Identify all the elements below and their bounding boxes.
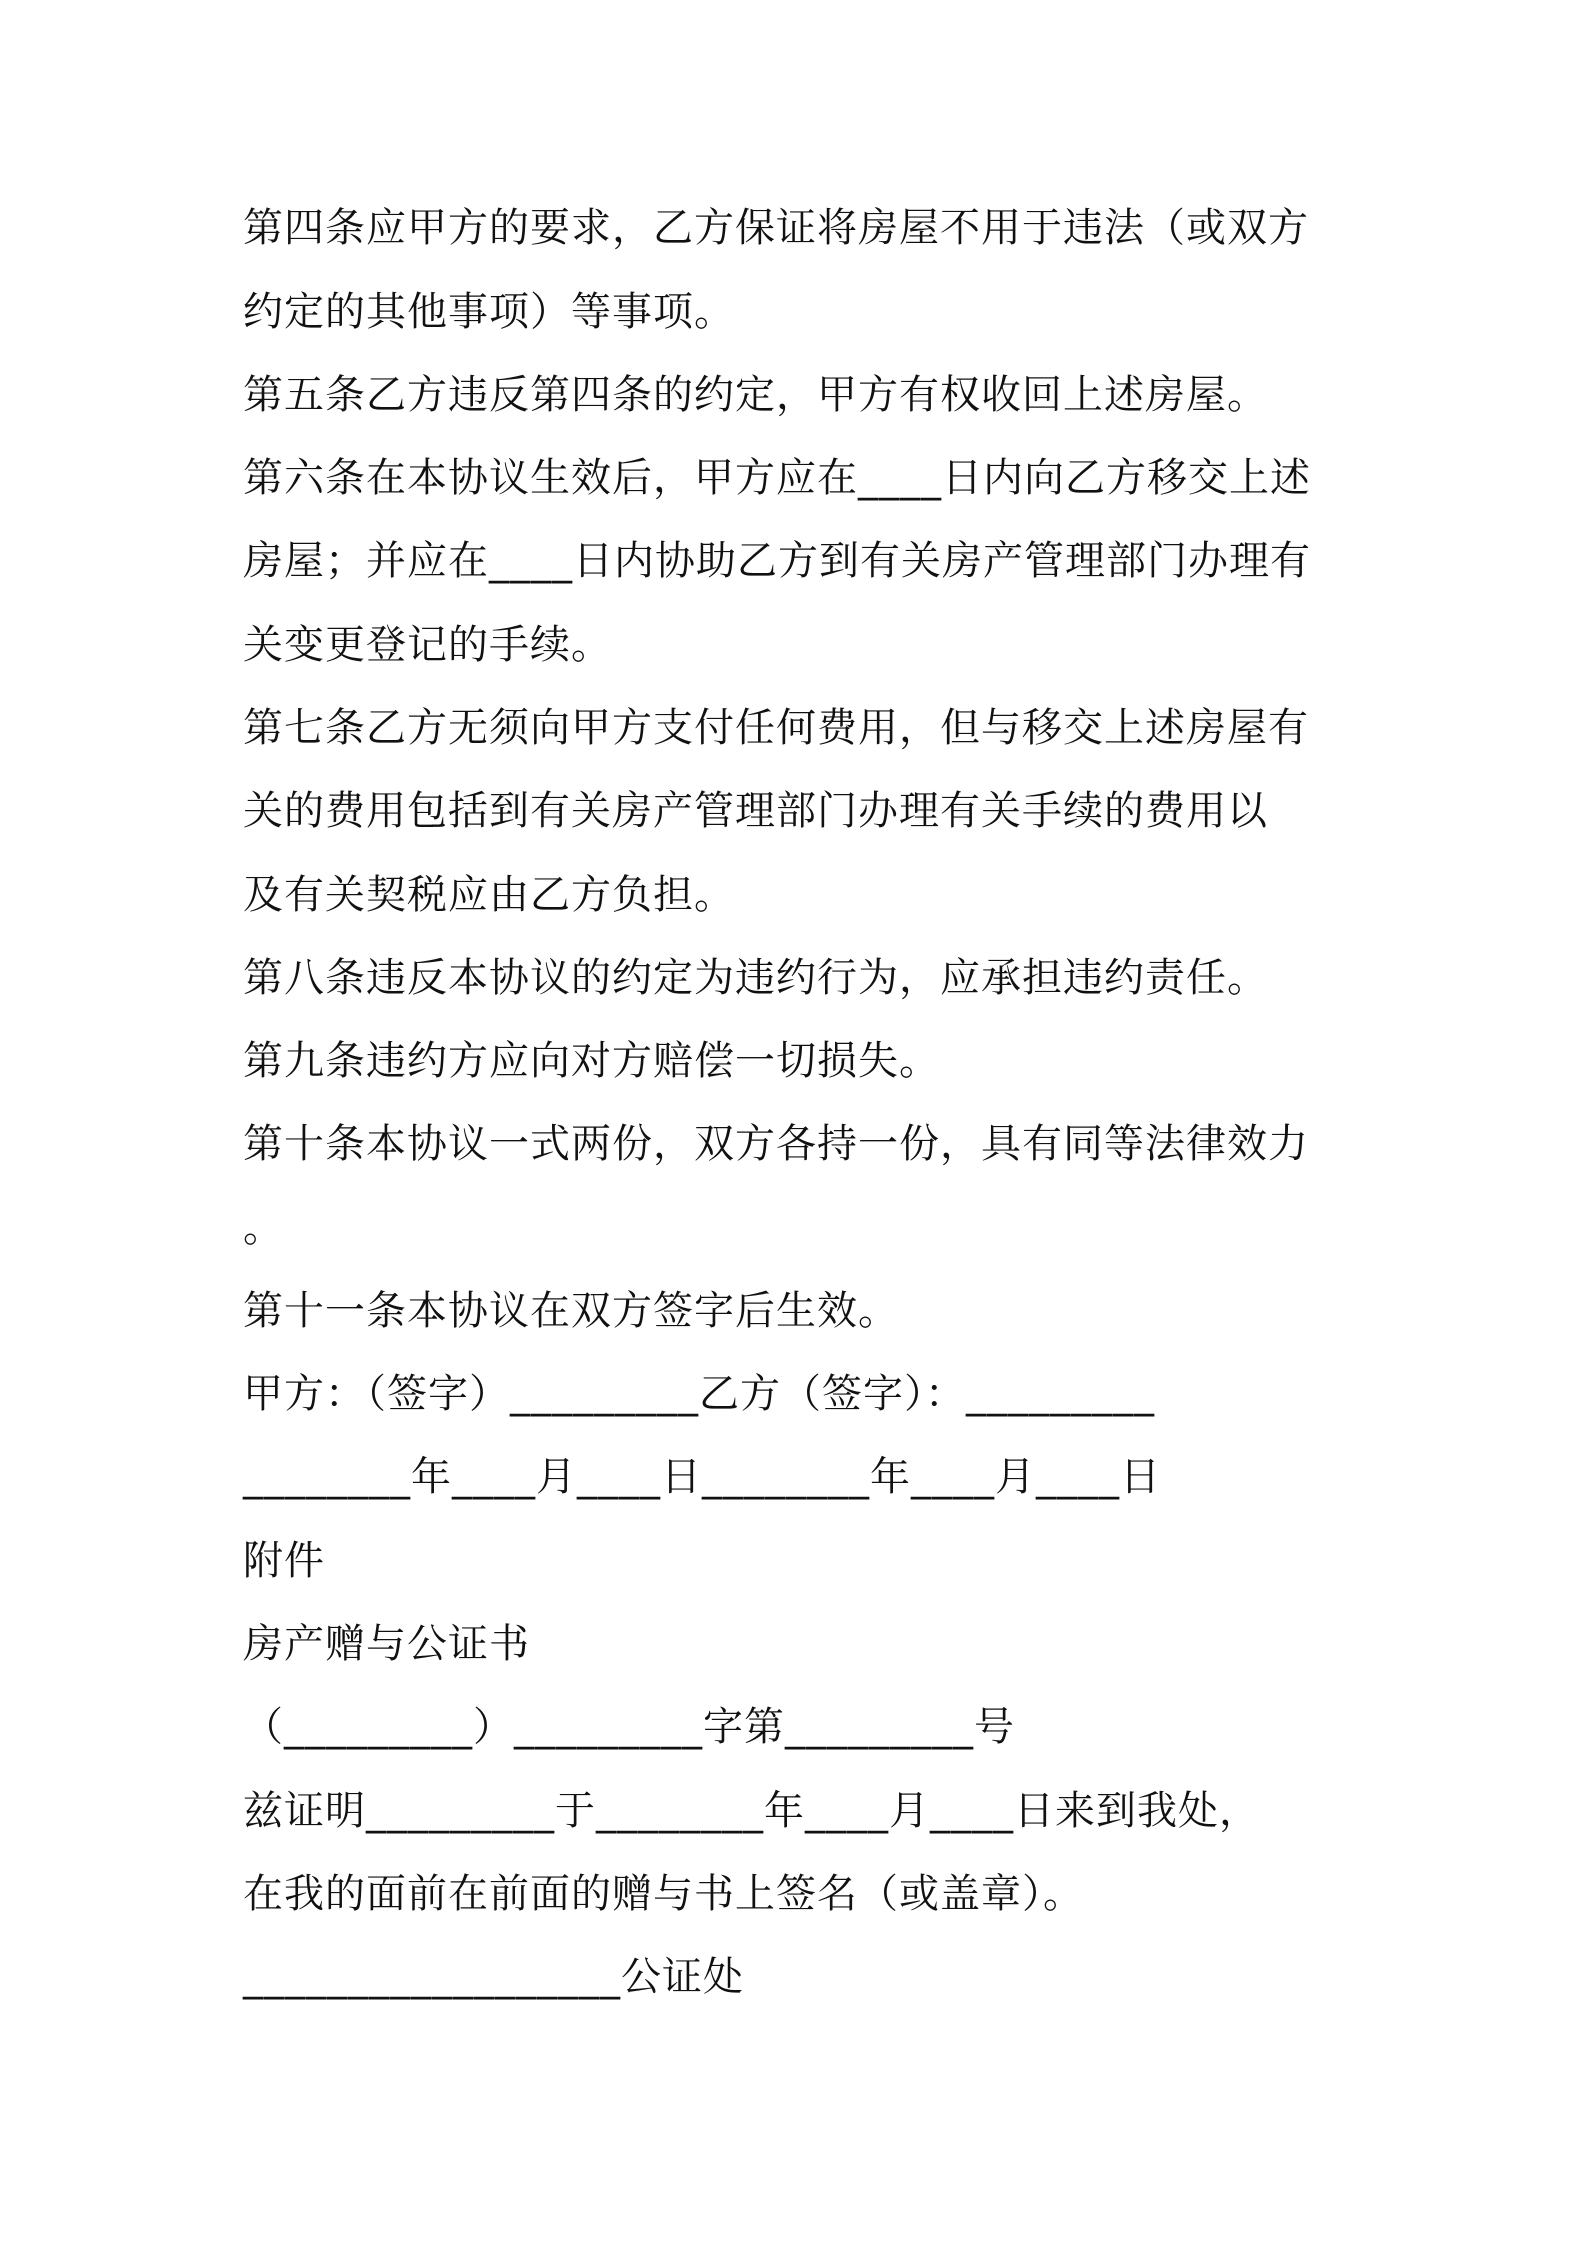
attachment-label: 附件 [243,1538,325,1584]
article-7-line-2: 关的费用包括到有关房产管理部门办理有关手续的费用以 [243,788,1268,834]
signature-line: 甲方：（签字）_________乙方（签字）：_________ [243,1371,1155,1417]
article-7-line-1: 第七条乙方无须向甲方支付任何费用，但与移交上述房屋有 [243,705,1309,751]
notary-office-line: __________________公证处 [243,1954,744,2000]
article-8: 第八条违反本协议的约定为违约行为，应承担违约责任。 [243,955,1268,1001]
article-10-line-2: 。 [243,1205,284,1251]
article-4-line-1: 第四条应甲方的要求，乙方保证将房屋不用于违法（或双方 [243,205,1309,251]
article-11: 第十一条本协议在双方签字后生效。 [243,1288,899,1334]
article-10-line-1: 第十条本协议一式两份，双方各持一份，具有同等法律效力 [243,1121,1309,1167]
certificate-number-line: （_________）_________字第_________号 [243,1704,1015,1750]
date-line: ________年____月____日________年____月____日 [243,1454,1161,1500]
article-6-line-1: 第六条在本协议生效后，甲方应在____日内向乙方移交上述 [243,455,1311,501]
article-9: 第九条违约方应向对方赔偿一切损失。 [243,1038,940,1084]
certification-line-1: 兹证明_________于________年____月____日来到我处， [243,1788,1260,1834]
certification-line-2: 在我的面前在前面的赠与书上签名（或盖章）。 [243,1871,1084,1917]
notarial-certificate-title: 房产赠与公证书 [243,1621,530,1667]
article-5: 第五条乙方违反第四条的约定，甲方有权收回上述房屋。 [243,372,1268,418]
article-6-line-3: 关变更登记的手续。 [243,622,612,668]
article-7-line-3: 及有关契税应由乙方负担。 [243,872,735,918]
article-6-line-2: 房屋；并应在____日内协助乙方到有关房产管理部门办理有 [243,538,1311,584]
article-4-line-2: 约定的其他事项）等事项。 [243,289,735,335]
